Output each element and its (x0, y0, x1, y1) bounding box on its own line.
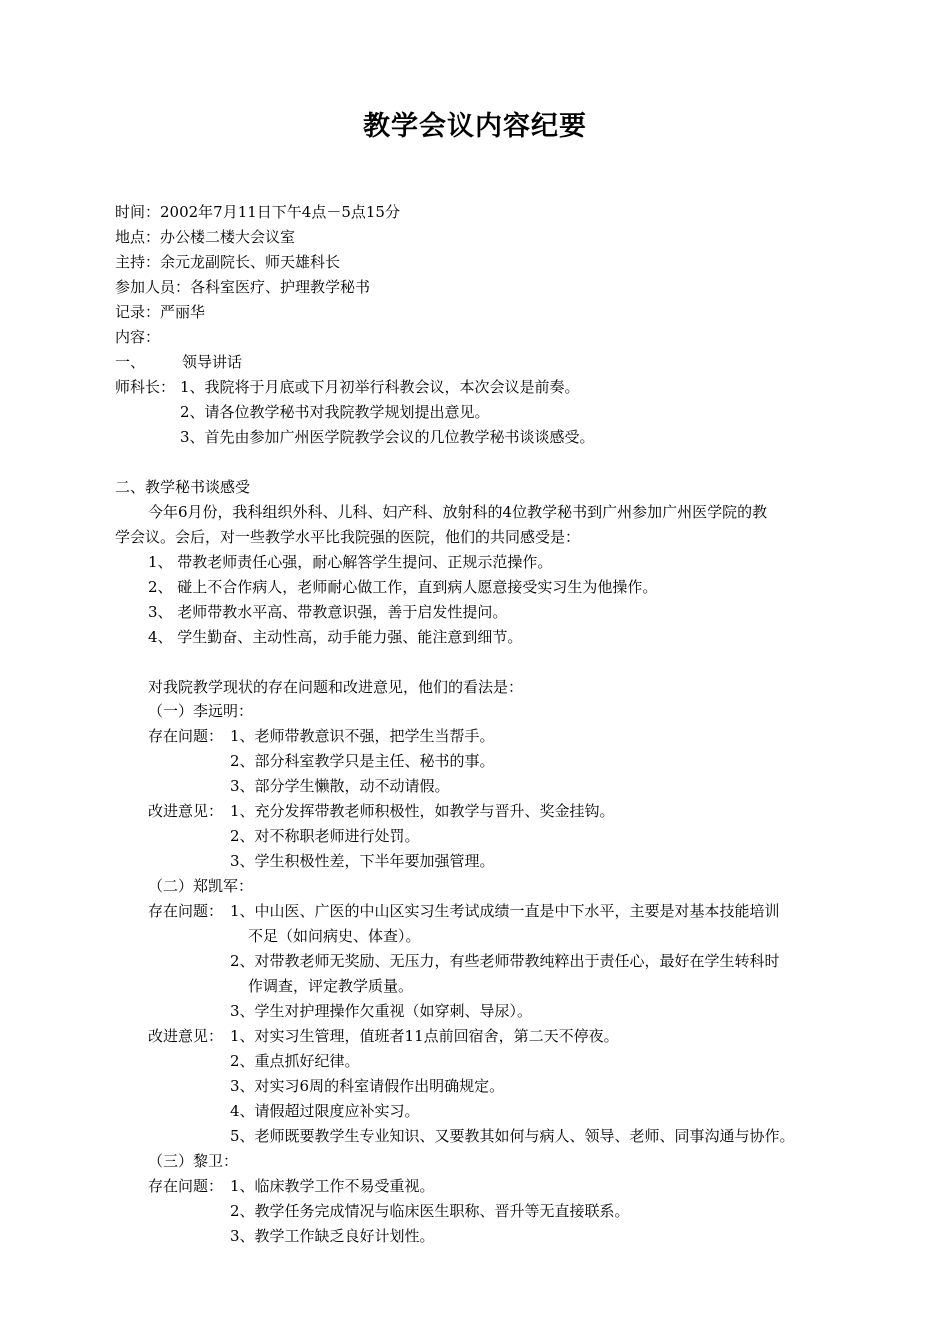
meeting-host: 主持：余元龙副院长、师天雄科长 (115, 253, 341, 271)
person-name: （一）李远明： (148, 702, 254, 720)
improve-item: 3、对实习6周的科室请假作出明确规定。 (230, 1077, 505, 1095)
person-name: （三）黎卫： (148, 1152, 239, 1170)
improve-label: 改进意见： (148, 1027, 224, 1045)
section2-paragraph: 今年6月份，我科组织外科、儿科、妇产科、放射科的4位教学秘书到广州参加广州医学院的教 (148, 503, 768, 521)
content-label: 内容： (115, 328, 161, 346)
improve-item: 2、对不称职老师进行处罚。 (230, 827, 420, 845)
feeling-item: 3、 老师带教水平高、带教意识强，善于启发性提问。 (148, 603, 508, 621)
meeting-recorder: 记录：严丽华 (115, 303, 206, 321)
feeling-item: 4、 学生勤奋、主动性高，动手能力强、能注意到细节。 (148, 628, 523, 646)
section1-item: 2、请各位教学秘书对我院教学规划提出意见。 (180, 403, 490, 421)
improve-item: 1、充分发挥带教老师积极性，如教学与晋升、奖金挂钩。 (230, 802, 615, 820)
problem-item-continued: 不足（如问病史、体查）。 (248, 927, 421, 945)
problem-item: 1、临床教学工作不易受重视。 (230, 1177, 435, 1195)
problems-label: 存在问题： (148, 902, 224, 920)
problem-item: 1、老师带教意识不强，把学生当帮手。 (230, 727, 495, 745)
meeting-attendees: 参加人员：各科室医疗、护理教学秘书 (115, 278, 371, 296)
problem-item: 1、中山医、广医的中山区实习生考试成绩一直是中下水平，主要是对基本技能培训 (230, 902, 780, 920)
section1-heading: 领导讲话 (182, 353, 243, 371)
section2-heading: 二、教学秘书谈感受 (115, 478, 251, 496)
problem-item: 2、教学任务完成情况与临床医生职称、晋升等无直接联系。 (230, 1202, 630, 1220)
problem-item: 2、对带教老师无奖励、无压力，有些老师带教纯粹出于责任心，最好在学生转科时 (230, 952, 780, 970)
meeting-place: 地点：办公楼二楼大会议室 (115, 228, 296, 246)
problems-label: 存在问题： (148, 727, 224, 745)
improve-item: 1、对实习生管理，值班者11点前回宿舍，第二天不停夜。 (230, 1027, 619, 1045)
problem-item: 3、部分学生懒散，动不动请假。 (230, 777, 450, 795)
feeling-item: 1、 带教老师责任心强，耐心解答学生提问、正规示范操作。 (148, 553, 553, 571)
meeting-time: 时间：2002年7月11日下午4点－5点15分 (115, 203, 400, 221)
improve-item: 5、老师既要教学生专业知识、又要教其如何与病人、领导、老师、同事沟通与协作。 (230, 1127, 795, 1145)
improve-item: 4、请假超过限度应补实习。 (230, 1102, 420, 1120)
section2-paragraph: 学会议。会后，对一些教学水平比我院强的医院，他们的共同感受是： (115, 528, 581, 546)
section1-item: 1、我院将于月底或下月初举行科教会议，本次会议是前奏。 (180, 378, 580, 396)
problem-item: 3、学生对护理操作欠重视（如穿刺、导尿）。 (230, 1002, 533, 1020)
opinions-intro: 对我院教学现状的存在问题和改进意见，他们的看法是： (148, 678, 524, 696)
section1-number: 一、 (115, 353, 146, 371)
person-name: （二）郑凯军： (148, 877, 254, 895)
section1-item: 3、首先由参加广州医学院教学会议的几位教学秘书谈谈感受。 (180, 428, 595, 446)
problem-item: 2、部分科室教学只是主任、秘书的事。 (230, 752, 495, 770)
improve-label: 改进意见： (148, 802, 224, 820)
problem-item: 3、教学工作缺乏良好计划性。 (230, 1227, 435, 1245)
feeling-item: 2、 碰上不合作病人，老师耐心做工作，直到病人愿意接受实习生为他操作。 (148, 578, 658, 596)
improve-item: 3、学生积极性差，下半年要加强管理。 (230, 852, 495, 870)
problem-item-continued: 作调查，评定教学质量。 (248, 977, 414, 995)
document-title: 教学会议内容纪要 (363, 111, 587, 142)
problems-label: 存在问题： (148, 1177, 224, 1195)
section1-speaker: 师科长： (115, 378, 176, 396)
improve-item: 2、重点抓好纪律。 (230, 1052, 360, 1070)
